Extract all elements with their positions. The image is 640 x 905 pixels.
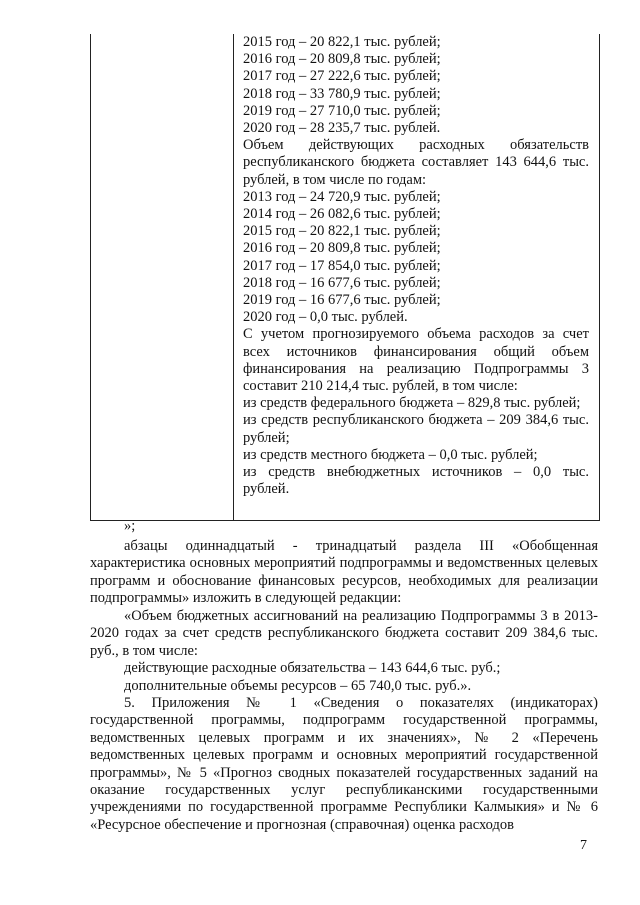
year-line: 2017 год – 27 222,6 тыс. рублей; — [243, 68, 441, 85]
budget-paragraph — [90, 608, 598, 695]
year-line: 2018 год – 16 677,6 тыс. рублей; — [243, 274, 441, 291]
year-line: 2015 год – 20 822,1 тыс. рублей; — [243, 34, 441, 50]
paragraph-abzatsy: абзацы одиннадцатый - тринадцатый раздела III «Обобщенная характеристика основных мероприятий подпрограммы и ведомственных целевых программ и обоснование финансовых ресурсов, необходимых для реализации подпрограммы» изложить в следующей редакции: — [90, 538, 598, 607]
paragraph-budget: «Объем бюджетных ассигнований на реализацию Подпрограммы 3 в 2013-2020 годах за счет средств республиканского бюджета составит 209 384,6 тыс. руб., в том числе: — [90, 608, 598, 659]
source-line: из средств местного бюджета – 0,0 тыс. рублей; — [243, 446, 538, 463]
year-line: 2014 год – 26 082,6 тыс. рублей; — [243, 206, 441, 223]
year-line: 2020 год – 28 235,7 тыс. рублей. — [243, 120, 441, 137]
source-line: из средств внебюджетных источников – 0,0 тыс. рублей. — [243, 464, 589, 498]
year-line: 2019 год – 27 710,0 тыс. рублей; — [243, 102, 441, 119]
year-line: 2018 год – 33 780,9 тыс. рублей; — [243, 85, 441, 102]
year-line: 2013 год – 24 720,9 тыс. рублей; — [243, 188, 441, 205]
year-line: 2016 год – 20 809,8 тыс. рублей; — [243, 240, 441, 257]
page-number: 7 — [580, 838, 587, 853]
obligations-text: Объем действующих расходных обязательств республиканского бюджета составляет 143 644,6 тыс. рублей, в том числе по годам: — [243, 137, 589, 188]
source-line: из средств федерального бюджета – 829,8 тыс. рублей; — [243, 395, 581, 412]
paragraph-current-obligations: действующие расходные обязательства – 143 644,6 тыс. руб.; — [124, 660, 501, 677]
source-line: из средств республиканского бюджета – 209 384,6 тыс. рублей; — [243, 412, 589, 446]
financing-table-cell — [243, 34, 589, 498]
forecast-text: С учетом прогнозируемого объема расходов за счет всех источников финансирования общий объем финансирования на реализацию Подпрограммы 3 составит 210 214,4 тыс. рублей, в том числе: — [243, 326, 589, 395]
paragraph-appendices: 5. Приложения № 1 «Сведения о показателях (индикаторах) государственной программы, подпрограмм государственной программы, ведомственных целевых программ и их значениях», № 2 «Перечень ведомственных целевых программ и основных мероприятий государственной программы», № 5 «Прогноз сводных показателей государственных заданий на оказание государственных услуг республиканскими государственными учреждениями по государственной программе Республики Калмыкия» и № 6 «Ресурсное обеспечение и прогнозная (справочная) оценка расходов — [90, 695, 598, 833]
closing-quote: »; — [124, 518, 136, 534]
year-line: 2016 год – 20 809,8 тыс. рублей; — [243, 51, 441, 68]
year-line: 2017 год – 17 854,0 тыс. рублей; — [243, 257, 441, 274]
year-line: 2020 год – 0,0 тыс. рублей. — [243, 309, 408, 326]
amendment-paragraph — [90, 538, 598, 608]
year-line: 2015 год – 20 822,1 тыс. рублей; — [243, 223, 441, 240]
table-column-divider — [233, 34, 234, 520]
appendices-paragraph — [90, 695, 598, 834]
year-line: 2019 год – 16 677,6 тыс. рублей; — [243, 292, 441, 309]
paragraph-additional-resources: дополнительные объемы ресурсов – 65 740,0 тыс. руб.». — [124, 677, 472, 694]
